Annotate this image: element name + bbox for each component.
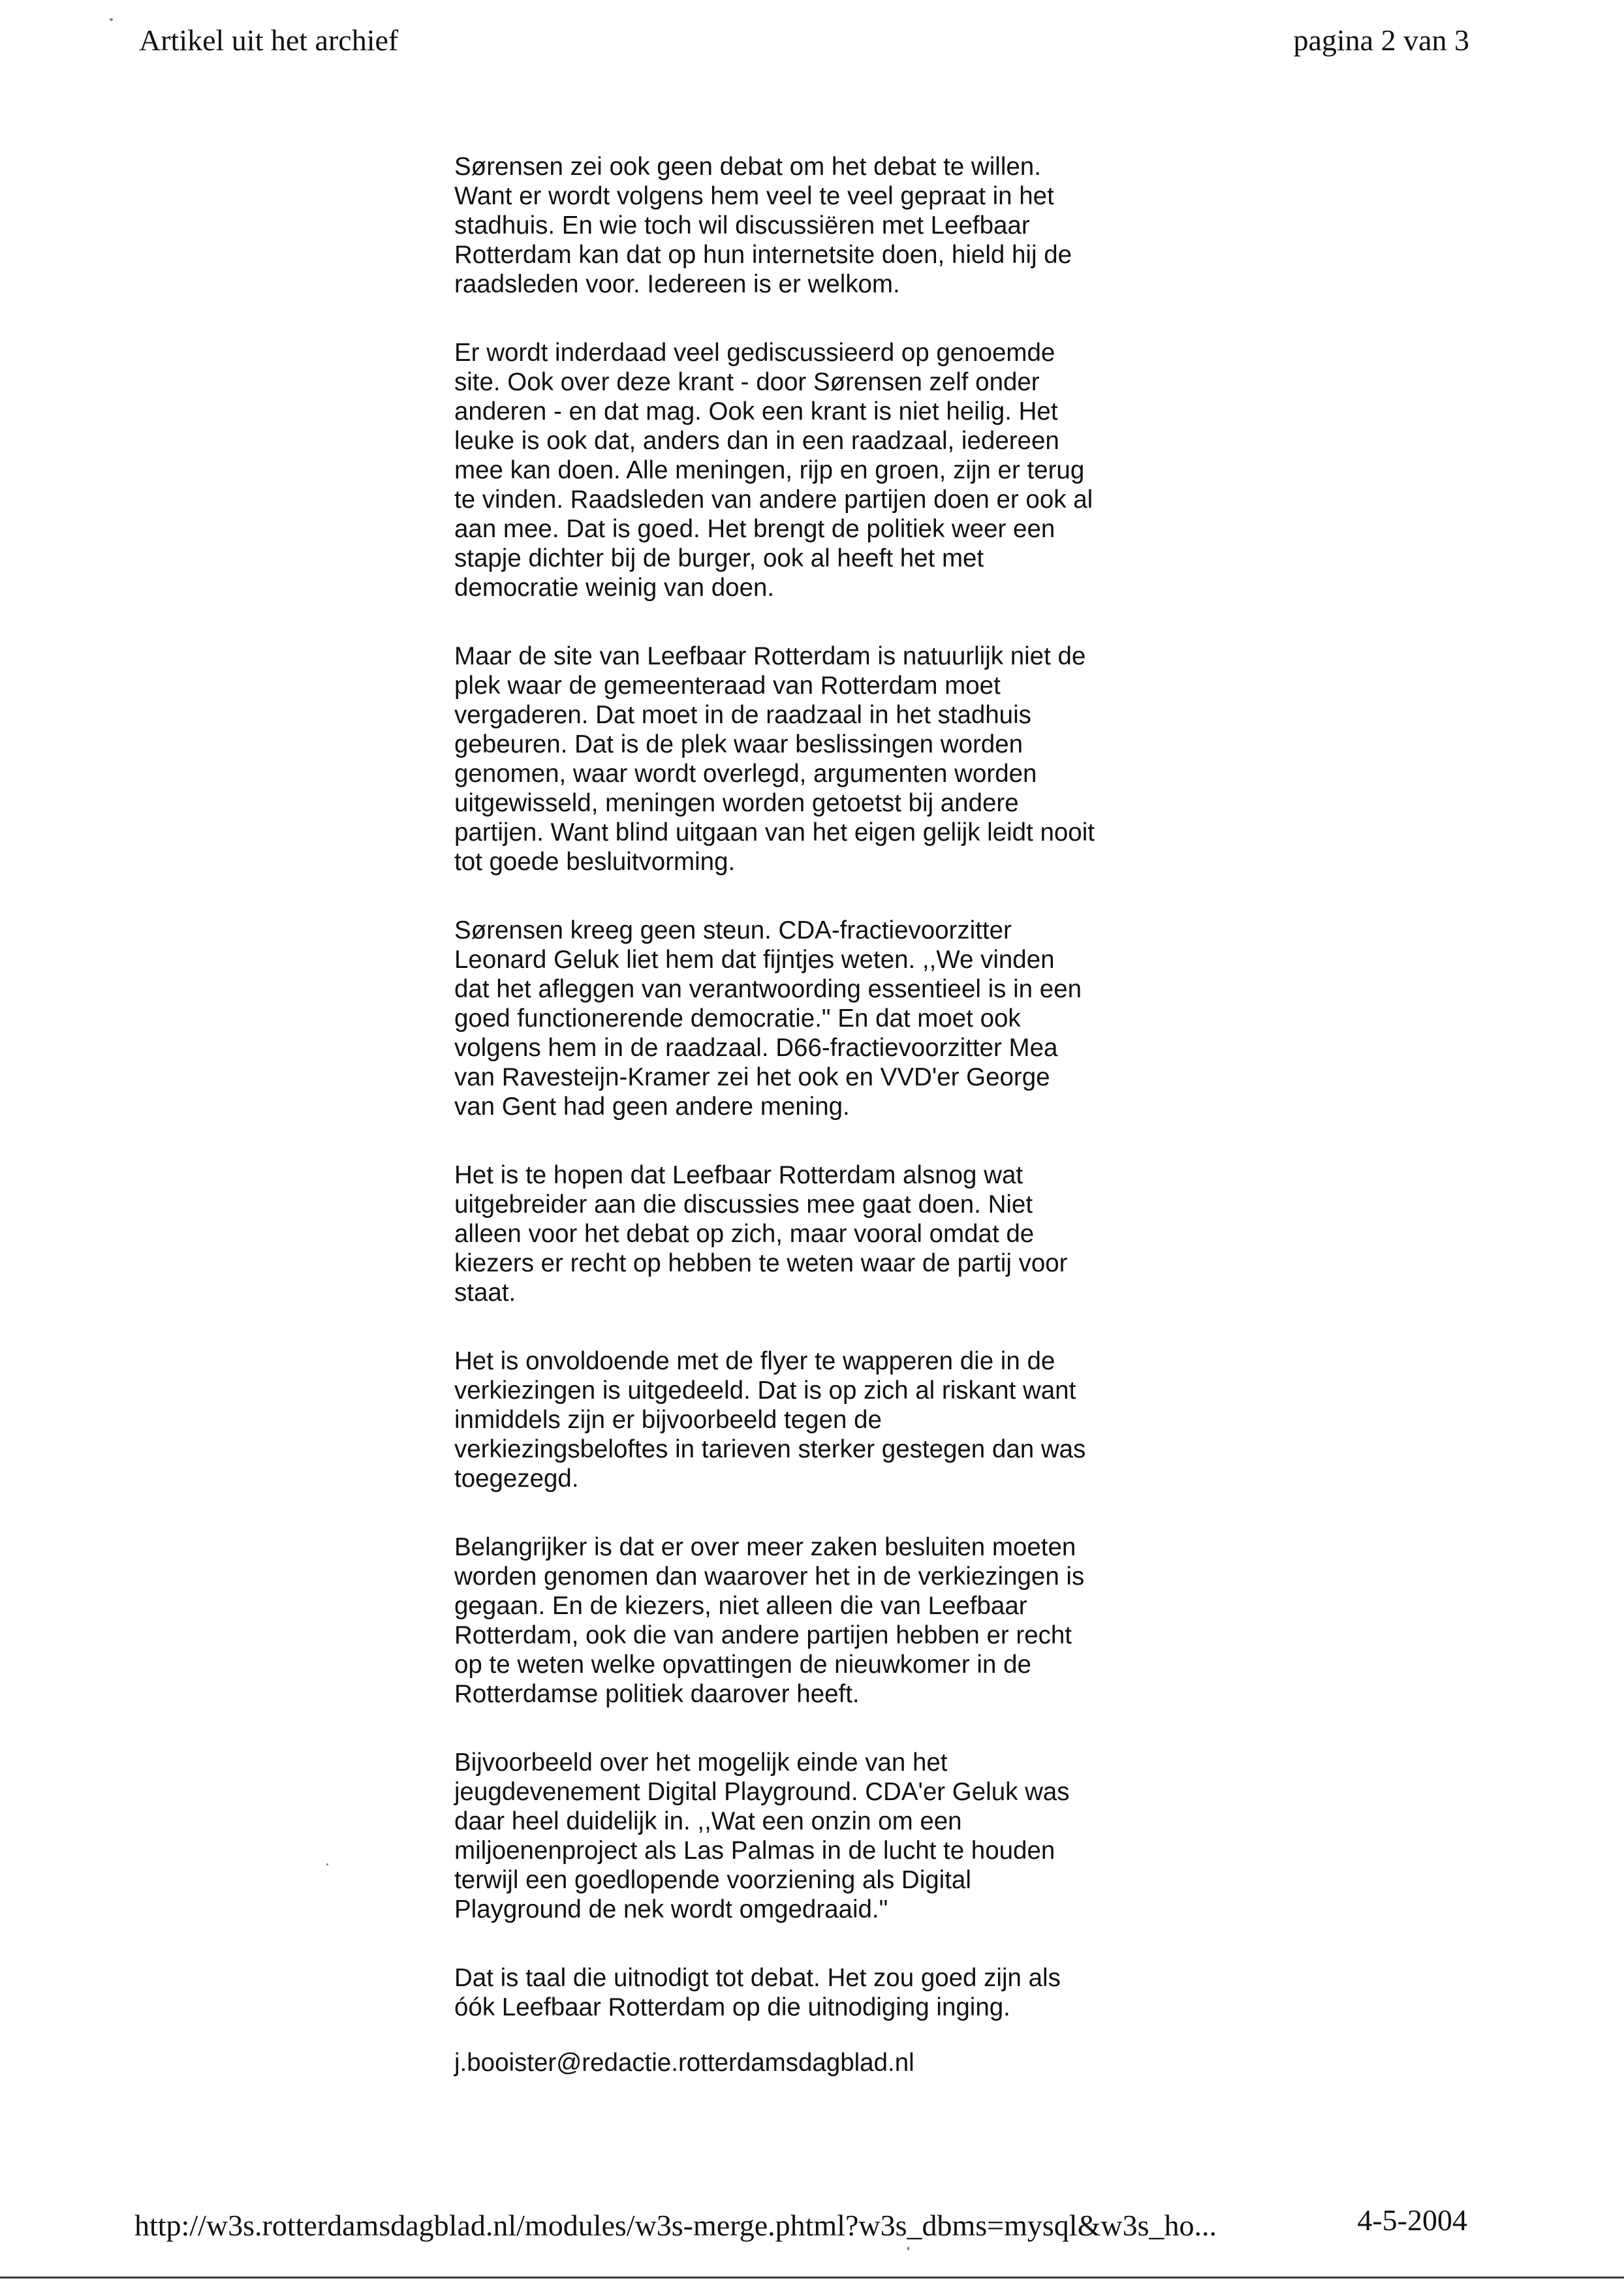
text-line: genomen, waar wordt overlegd, argumenten worden — [454, 760, 1037, 788]
text-line: Leonard Geluk liet hem dat fijntjes weten. ,,We vinden — [454, 946, 1055, 974]
text-line: democratie weinig van doen. — [454, 574, 775, 602]
text-line: plek waar de gemeenteraad van Rotterdam moet — [454, 672, 1001, 700]
text-line: Maar de site van Leefbaar Rotterdam is natuurlijk niet de — [454, 642, 1086, 670]
article-paragraph — [454, 1346, 1172, 1493]
text-line: Belangrijker is dat er over meer zaken besluiten moeten — [454, 1533, 1076, 1561]
text-line: mee kan doen. Alle meningen, rijp en groen, zijn er terug — [454, 456, 1085, 484]
text-line: j.booister@redactie.rotterdamsdagblad.nl — [454, 2049, 914, 2077]
text-line: goed functionerende democratie." En dat moet ook — [454, 1004, 1021, 1033]
text-line: van Ravesteijn-Kramer zei het ook en VVD'er George — [454, 1063, 1050, 1091]
text-line: dat het afleggen van verantwoording essentieel is in een — [454, 975, 1082, 1003]
text-line: toegezegd. — [454, 1465, 579, 1493]
text-line: vergaderen. Dat moet in de raadzaal in het stadhuis — [454, 701, 1031, 729]
article-paragraph — [454, 1748, 1172, 1924]
text-line: terwijl een goedlopende voorziening als Digital — [454, 1866, 971, 1894]
article-body — [454, 152, 1172, 2077]
text-line: staat. — [454, 1279, 516, 1307]
article-paragraph — [454, 1160, 1172, 1307]
article-paragraph — [454, 1963, 1172, 2022]
text-line: te vinden. Raadsleden van andere partijen doen er ook al — [454, 486, 1093, 514]
text-line: Bijvoorbeeld over het mogelijk einde van het — [454, 1749, 948, 1777]
text-line: Er wordt inderdaad veel gediscussieerd op genoemde — [454, 339, 1055, 367]
text-line: óók Leefbaar Rotterdam op die uitnodiging inging. — [454, 1993, 1010, 2021]
text-line: worden genomen dan waarover het in de verkiezingen is — [454, 1563, 1085, 1591]
text-line: stadhuis. En wie toch wil discussiëren met Leefbaar — [454, 211, 1030, 240]
text-line: van Gent had geen andere mening. — [454, 1093, 850, 1121]
article-paragraph — [454, 338, 1172, 602]
scan-speck — [907, 2247, 909, 2250]
text-line: alleen voor het debat op zich, maar vooral omdat de — [454, 1220, 1035, 1248]
text-line: Want er wordt volgens hem veel te veel gepraat in het — [454, 182, 1054, 210]
text-line: Rotterdam kan dat op hun internetsite doen, hield hij de — [454, 241, 1072, 269]
author-email — [454, 2048, 1172, 2077]
article-paragraph — [454, 152, 1172, 299]
text-line: Het is onvoldoende met de flyer te wapperen die in de — [454, 1347, 1055, 1375]
text-line: op te weten welke opvattingen de nieuwkomer in de — [454, 1651, 1031, 1679]
text-line: verkiezingsbeloftes in tarieven sterker gestegen dan was — [454, 1435, 1086, 1463]
text-line: daar heel duidelijk in. ,,Wat een onzin om een — [454, 1807, 962, 1835]
text-line: kiezers er recht op hebben te weten waar de partij voor — [454, 1249, 1068, 1277]
text-line: partijen. Want blind uitgaan van het eigen gelijk leidt nooit — [454, 818, 1095, 847]
text-line: aan mee. Dat is goed. Het brengt de politiek weer een — [454, 515, 1055, 543]
text-line: Dat is taal die uitnodigt tot debat. Het zou goed zijn als — [454, 1964, 1061, 1992]
text-line: Rotterdam, ook die van andere partijen hebben er recht — [454, 1621, 1072, 1649]
page-number: pagina 2 van 3 — [1293, 23, 1469, 57]
article-paragraph — [454, 642, 1172, 877]
text-line: anderen - en dat mag. Ook een krant is niet heilig. Het — [454, 397, 1058, 426]
text-line: tot goede besluitvorming. — [454, 848, 736, 876]
text-line: raadsleden voor. Iedereen is er welkom. — [454, 270, 900, 298]
text-line: inmiddels zijn er bijvoorbeeld tegen de — [454, 1406, 882, 1434]
bottom-divider — [0, 2277, 1624, 2279]
page-header-title: Artikel uit het archief — [139, 23, 399, 57]
text-line: uitgewisseld, meningen worden getoetst bij andere — [454, 789, 1019, 817]
text-line: gegaan. En de kiezers, niet alleen die van Leefbaar — [454, 1592, 1027, 1620]
text-line: gebeuren. Dat is de plek waar beslissingen worden — [454, 730, 1023, 758]
text-line: Het is te hopen dat Leefbaar Rotterdam alsnog wat — [454, 1161, 1023, 1189]
text-line: stapje dichter bij de burger, ook al heeft het met — [454, 544, 984, 572]
text-line: miljoenenproject als Las Palmas in de lucht te houden — [454, 1837, 1055, 1865]
text-line: leuke is ook dat, anders dan in een raadzaal, iedereen — [454, 427, 1059, 455]
scan-speck — [110, 18, 113, 21]
text-line: Rotterdamse politiek daarover heeft. — [454, 1680, 860, 1708]
text-line: Playground de nek wordt omgedraaid." — [454, 1895, 888, 1923]
text-line: Sørensen zei ook geen debat om het debat te willen. — [454, 153, 1041, 181]
article-paragraph — [454, 1532, 1172, 1709]
text-line: volgens hem in de raadzaal. D66-fractievoorzitter Mea — [454, 1034, 1058, 1062]
text-line: verkiezingen is uitgedeeld. Dat is op zich al riskant want — [454, 1377, 1076, 1405]
scan-speck — [326, 1863, 328, 1865]
text-line: jeugdevenement Digital Playground. CDA'er Geluk was — [454, 1778, 1070, 1806]
text-line: site. Ook over deze krant - door Sørensen zelf onder — [454, 368, 1040, 396]
text-line: Sørensen kreeg geen steun. CDA-fractievoorzitter — [454, 916, 1012, 944]
print-date: 4-5-2004 — [1357, 2203, 1467, 2237]
text-line: uitgebreider aan die discussies mee gaat doen. Niet — [454, 1190, 1033, 1219]
article-paragraph — [454, 916, 1172, 1121]
source-url: http://w3s.rotterdamsdagblad.nl/modules/w3s-merge.phtml?w3s_dbms=mysql&w3s_ho... — [134, 2209, 1217, 2242]
